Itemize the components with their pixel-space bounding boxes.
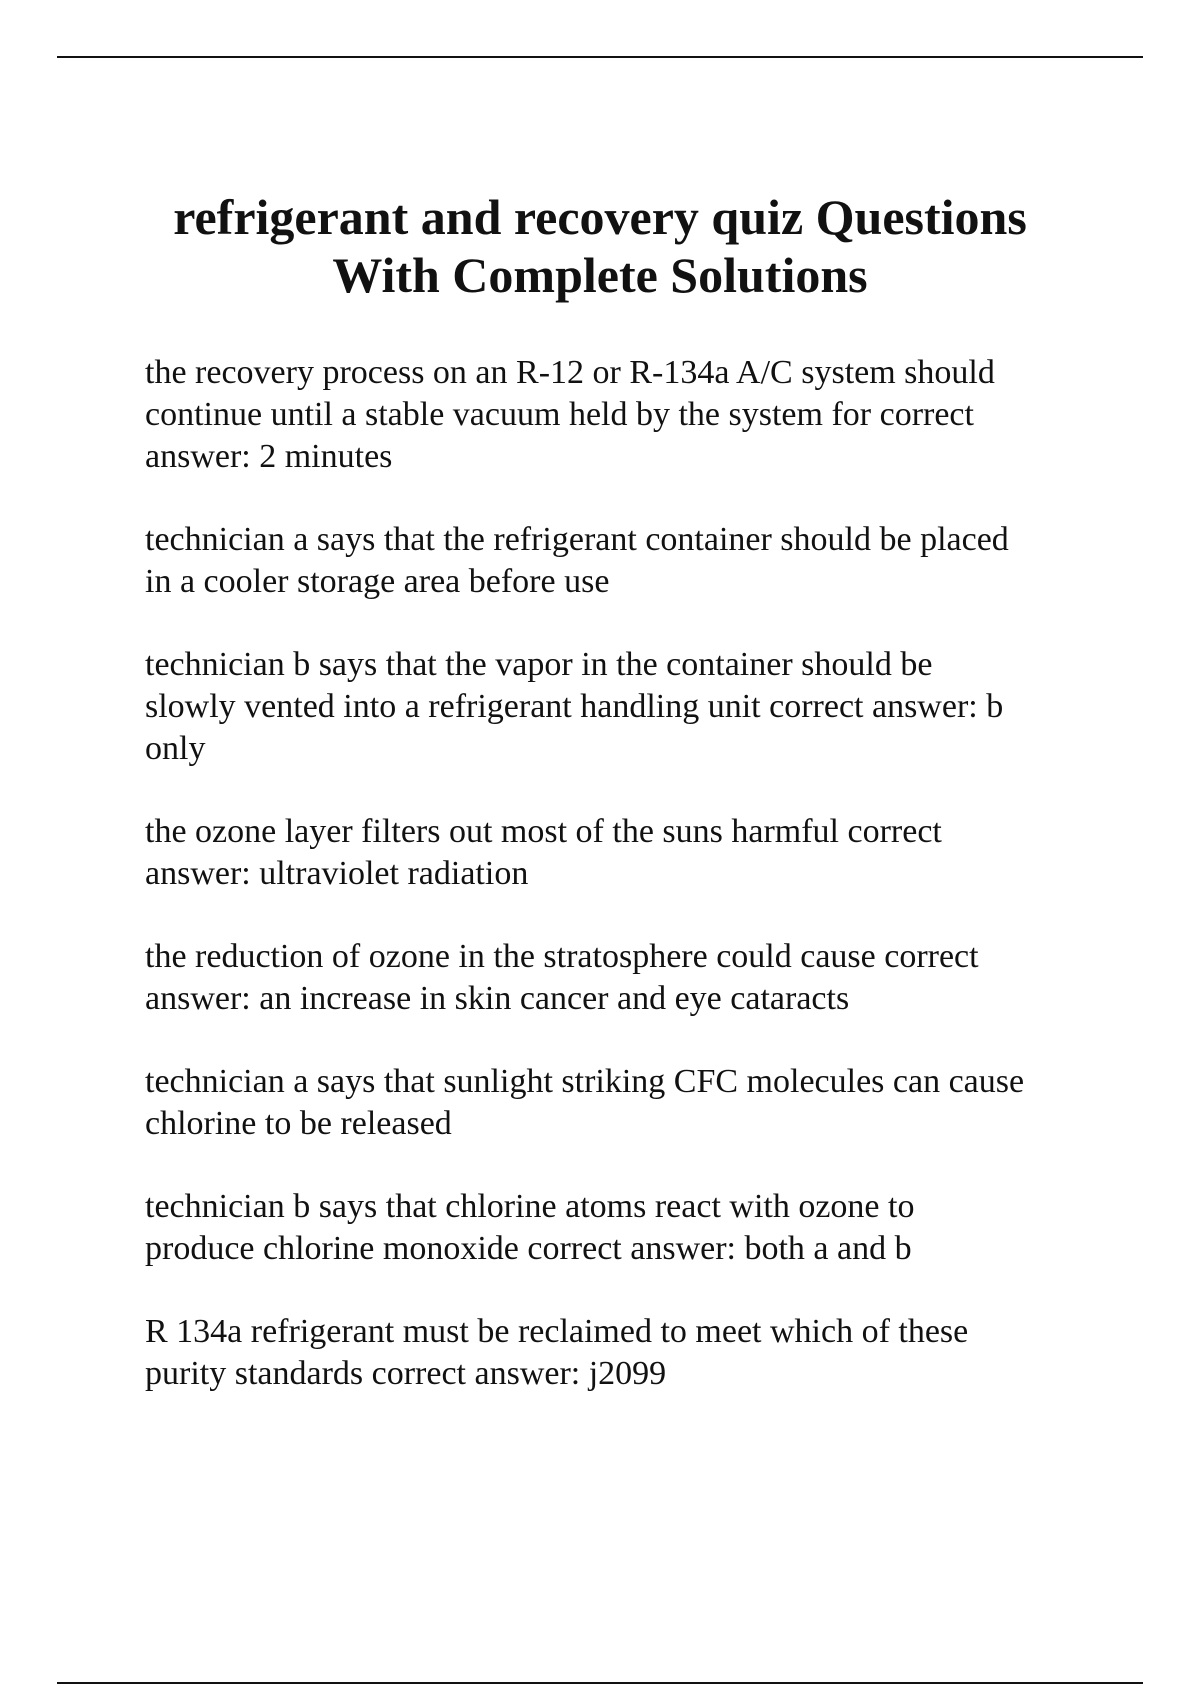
text-line: answer: ultraviolet radiation (145, 855, 529, 892)
document-body (145, 352, 1125, 1436)
text-line: the ozone layer filters out most of the suns harmful correct (145, 813, 942, 850)
qa-paragraph (145, 519, 1125, 603)
title-line: refrigerant and recovery quiz Questions (173, 189, 1027, 245)
text-line: answer: 2 minutes (145, 438, 393, 475)
qa-paragraph (145, 352, 1125, 478)
bottom-divider (57, 1682, 1143, 1684)
title-line: With Complete Solutions (332, 247, 868, 303)
qa-paragraph (145, 1186, 1125, 1270)
text-line: technician b says that the vapor in the container should be (145, 646, 933, 683)
document-title (100, 188, 1100, 304)
text-line: R 134a refrigerant must be reclaimed to meet which of these (145, 1313, 969, 1350)
qa-paragraph (145, 936, 1125, 1020)
text-line: technician b says that chlorine atoms react with ozone to (145, 1188, 915, 1225)
qa-paragraph (145, 644, 1125, 770)
text-line: the recovery process on an R-12 or R-134a A/C system should (145, 354, 995, 391)
qa-paragraph (145, 1061, 1125, 1145)
text-line: continue until a stable vacuum held by the system for correct (145, 396, 974, 433)
top-divider (57, 56, 1143, 58)
text-line: technician a says that the refrigerant container should be placed (145, 521, 1009, 558)
text-line: purity standards correct answer: j2099 (145, 1355, 667, 1392)
text-line: the reduction of ozone in the stratosphere could cause correct (145, 938, 979, 975)
qa-paragraph (145, 811, 1125, 895)
text-line: chlorine to be released (145, 1105, 452, 1142)
qa-paragraph (145, 1311, 1125, 1395)
text-line: produce chlorine monoxide correct answer: both a and b (145, 1230, 912, 1267)
text-line: slowly vented into a refrigerant handling unit correct answer: b (145, 688, 1004, 725)
text-line: answer: an increase in skin cancer and eye cataracts (145, 980, 850, 1017)
text-line: technician a says that sunlight striking CFC molecules can cause (145, 1063, 1025, 1100)
text-line: only (145, 730, 206, 767)
text-line: in a cooler storage area before use (145, 563, 610, 600)
